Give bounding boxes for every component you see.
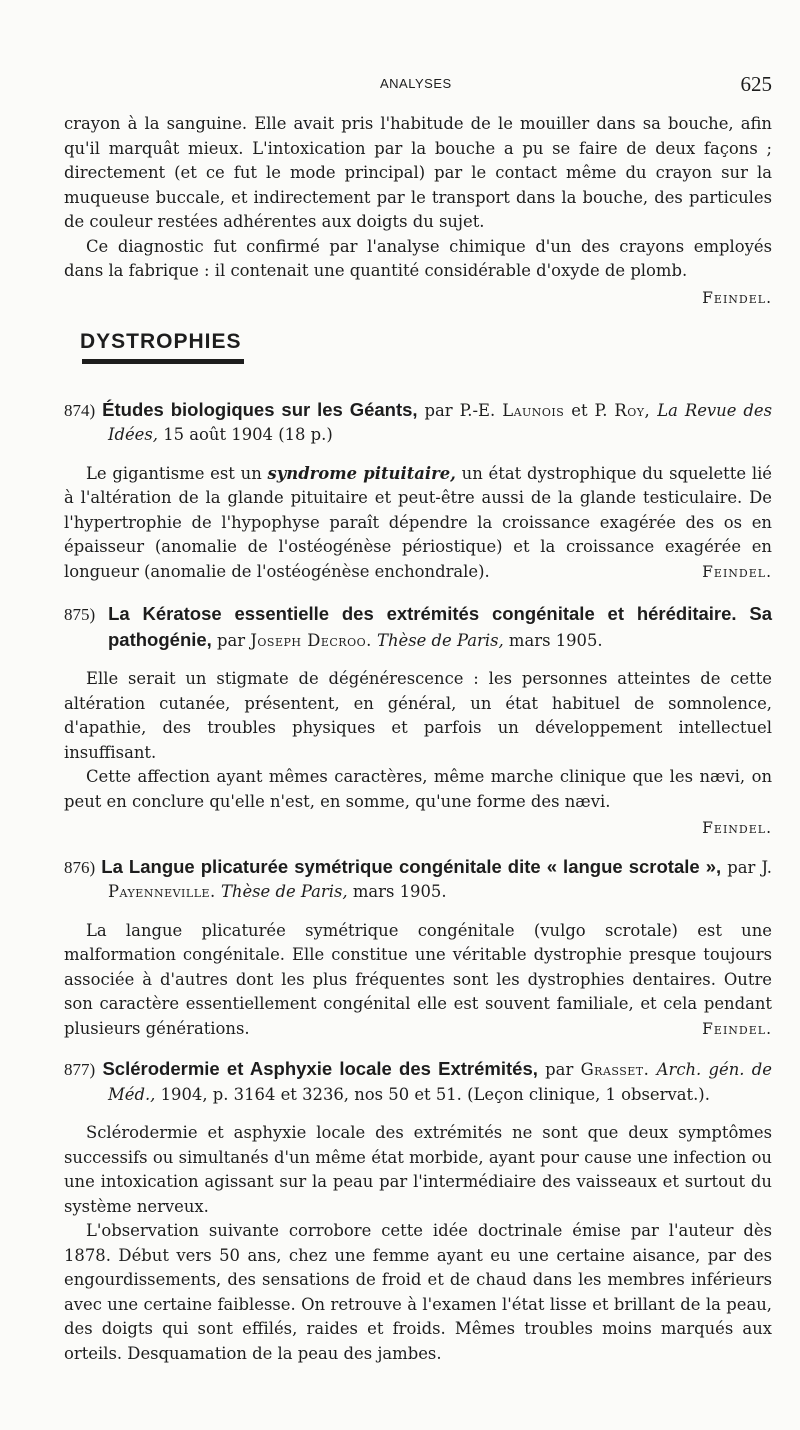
entry-header [64, 855, 772, 905]
entry-journal: Thèse de Paris, [215, 882, 348, 901]
entry-source-prefix: par J. [721, 857, 772, 877]
journal-page [64, 0, 774, 1430]
entry-source-prefix: par P.-E. [417, 400, 503, 420]
section-underline [82, 359, 244, 364]
prev-entry-paragraph-1: crayon à la sanguine. Elle avait pris l'habitude de le mouiller dans sa bouche, afin qu'il marquât mieux. L'intoxication par la bouche a pu se faire de deux façons ; directement (et ce fut le mode principal) par le contact même du crayon sur la muqueuse buccale, et indirectement par le transport dans la bouche, des particules de couleur restées adhérentes aux doigts du sujet. [64, 114, 772, 231]
entry-header [64, 398, 772, 448]
entry-author: Roy, [614, 400, 651, 420]
entry-paragraph-2: L'observation suivante corrobore cette idée doctrinale émise par l'auteur dès 1878. Début vers 50 ans, chez une femme ayant eu une certaine aisance, par des engourdissements, des sensations de froid et de chaud dans les membres inférieurs avec une certaine faiblesse. On retrouve à l'examen l'état lisse et brillant de la peau, des doigts qui sont effilés, raides et froids. Mêmes troubles moins marqués aux orteils. Desquamation de la peau des jambes. [64, 1221, 772, 1363]
section-title: DYSTROPHIES [80, 330, 242, 353]
entry-title: La Langue plicaturée symétrique congénitale dite « langue scrotale », [101, 855, 722, 877]
entry-signature: Feindel. [702, 1019, 772, 1038]
entry-body-text: Le gigantisme est un [86, 463, 268, 483]
entry-signature: Feindel. [702, 819, 772, 837]
page-body [64, 112, 772, 1366]
entry-number: 876) [64, 857, 96, 877]
entry-author: Joseph Decroo. [250, 630, 372, 650]
running-head: ANALYSES [380, 76, 452, 91]
entry-876 [64, 855, 772, 1042]
entry-874 [64, 398, 772, 585]
entry-date: mars 1905. [347, 882, 447, 901]
entry-body-text: un état dystrophique du squelette lié à l'altération de la glande pituitaire et peut-être aussi de la glande testiculaire. De l'hypertrophie de l'hypophyse paraît dépendre la croissance exagérée des os en épaisseur (anomalie de l'ostéogénèse périostique) et la croissance exagérée en longueur (anomalie de l'ostéogénèse enchondrale). [64, 463, 773, 581]
entry-body [64, 919, 772, 1042]
entry-signature: Feindel. [702, 562, 772, 581]
entry-author: Payenneville. [108, 882, 216, 901]
entry-header [64, 602, 772, 653]
entry-875 [64, 602, 772, 841]
entry-source-prefix: par [211, 630, 251, 650]
entry-paragraph-2: Cette affection ayant mêmes caractères, même marche clinique que les nævi, on peut en conclure qu'elle n'est, en somme, qu'une forme des nævi. [64, 767, 772, 811]
entry-body [64, 462, 772, 585]
entry-title: Études biologiques sur les Géants, [102, 398, 418, 420]
entry-number: 877) [64, 1060, 96, 1079]
entry-body-text: La langue plicaturée symétrique congénitale (vulgo scrotale) est une malformation congénitale. Elle constitue une véritable dystrophie presque toujours associée à d'autres dont les plus fréquentes sont les dystrophies dentaires. Outre son caractère essentiellement congénital elle est souvent familiale, et cela pendant plusieurs générations. [64, 920, 772, 1038]
entry-number: 874) [64, 400, 96, 420]
entry-877 [64, 1057, 772, 1366]
prev-entry-signature: Feindel. [702, 288, 772, 307]
entry-journal: Arch. gén. de Méd., [108, 1060, 772, 1104]
entry-number: 875) [64, 605, 96, 624]
entry-date: 15 août 1904 (18 p.) [158, 425, 333, 444]
entry-journal: Thèse de Paris, [371, 630, 504, 650]
entry-title: La Kératose essentielle des extrémités congénitale et héréditaire. Sa pathogénie, [108, 603, 772, 650]
entry-author: Launois [502, 400, 565, 420]
page-number: 625 [740, 72, 772, 96]
entry-date: 1904, p. 3164 et 3236, nos 50 et 51. (Leçon clinique, 1 observat.). [155, 1084, 710, 1104]
entry-source-prefix: par [537, 1060, 581, 1079]
entry-date: mars 1905. [503, 630, 603, 650]
entry-author: Grasset. [580, 1060, 650, 1079]
page-header [64, 72, 772, 100]
entry-title: Sclérodermie et Asphyxie locale des Extrémités, [102, 1058, 538, 1079]
entry-body-emphasis: syndrome pituitaire, [267, 463, 456, 483]
entry-paragraph-1: Sclérodermie et asphyxie locale des extrémités ne sont que deux symptômes successifs ou simultanés d'un même état morbide, ayant pour cause une infection ou une intoxication agissant sur la peau par l'intermédiaire des vaisseaux et surtout du système nerveux. [64, 1123, 772, 1216]
prev-entry-paragraph-2: Ce diagnostic fut confirmé par l'analyse chimique d'un des crayons employés dans la fabrique : il contenait une quantité considérable d'oxyde de plomb. [64, 236, 772, 280]
entry-header [64, 1057, 772, 1107]
entry-journal: La Revue des Idées, [108, 400, 772, 444]
entry-paragraph-1: Elle serait un stigmate de dégénérescence : les personnes atteintes de cette altération cutanée, présentent, en général, un état habituel de somnolence, d'apathie, des troubles physiques et parfois un développement intellectuel insuffisant. [64, 669, 772, 762]
entry-source-join: et P. [564, 400, 615, 420]
